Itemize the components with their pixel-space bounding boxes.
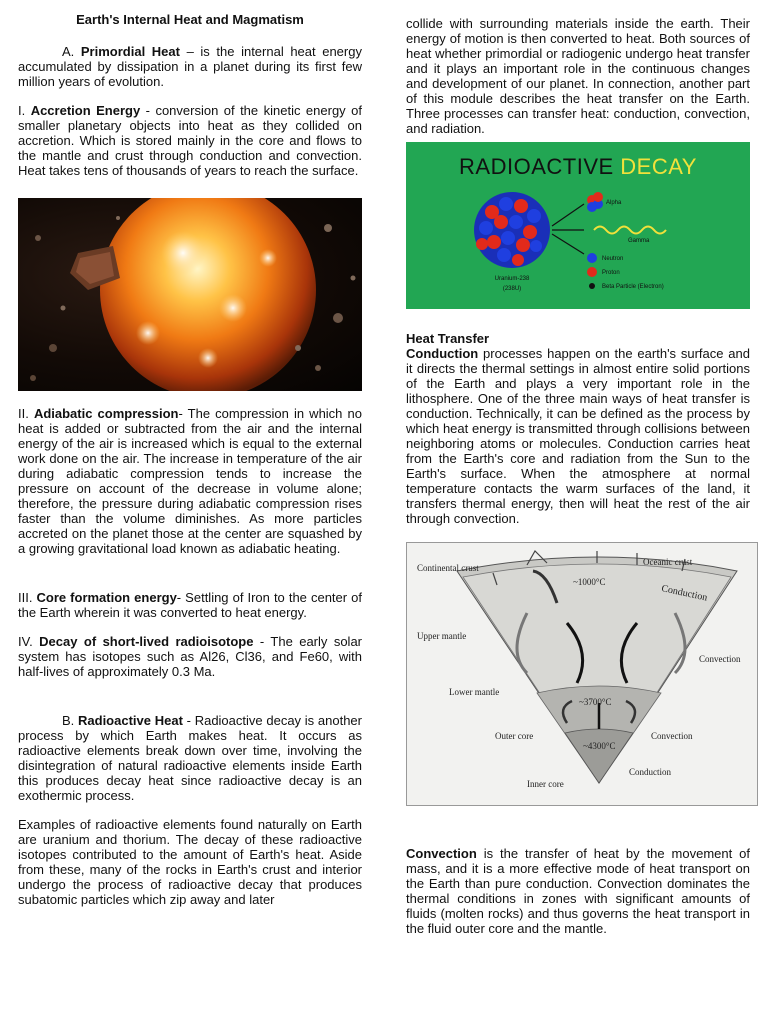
document-title: Earth's Internal Heat and Magmatism <box>76 12 304 27</box>
outer-core-label: Outer core <box>495 731 534 741</box>
convection-core-label: Convection <box>651 731 693 741</box>
core-formation-term: Core formation energy <box>36 590 177 605</box>
outer-core-temperature-label: ~3700°C <box>579 697 612 707</box>
inner-core-temperature-label: ~4300°C <box>583 741 616 751</box>
earth-layers-diagram <box>406 542 758 806</box>
radioactive-decay-image <box>406 142 750 309</box>
accretion-planet-image <box>18 198 362 391</box>
left-column <box>18 12 362 907</box>
lower-mantle-label: Lower mantle <box>449 687 500 697</box>
conduction-term: Conduction <box>406 346 479 361</box>
uranium-label: Uranium-238 <box>494 276 530 282</box>
conduction-paragraph: Conduction processes happen on the earth's surface and it directs the thermal settings in almost entire solid portions of the Earth and plays a very important role in the lithosphere. One of the three main ways of heat transfer is conduction. Technically, it can be defined as the process by which heat energy is transmitted through collisions between neighboring atoms or molecules. Conduction carries heat from the Earth's core and radiation from the Sun to the Earth's surface. When the atmosphere at normal temperature contacts the warm surfaces of the land, it transfers thermal energy, then will heat the rest of the air through convection. <box>406 346 750 526</box>
decay-diagram <box>406 142 750 309</box>
adiabatic-compression-paragraph: II. Adiabatic compression- The compression in which no heat is added or subtracted from the air and the internal energy of the air is increased which is equal to the external work done on the air. The increase in temperature of the air during adiabatic compression tends to increase the pressure on account of the decrease in volume alone; therefore, the pressure during adiabatic compression rises faster than the volume diminishes. As more particles accreted on the planet those at the center are squashed by a growing gravitational load known as adiabatic heating. <box>18 406 362 556</box>
accretion-energy-paragraph: I. Accretion Energy - conversion of the kinetic energy of smaller planetary objects into heat as they collided on accretion. Which is stored mainly in the core and flows to the mantle and crust through conduction and convection. Heat takes tens of thousands of years to reach the surface. <box>18 103 362 178</box>
beta-label: Beta Particle (Electron) <box>602 284 664 290</box>
radioisotope-term: Decay of short-lived radioisotope <box>39 634 254 649</box>
radioisotope-paragraph: IV. Decay of short-lived radioisotope - The early solar system has isotopes such as Al26, Cl36, and Fe60, with half-lives of approximately 0.3 Ma. <box>18 634 362 679</box>
proton-label: Proton <box>602 270 620 276</box>
gamma-label: Gamma <box>628 238 650 244</box>
heat-sources-paragraph: collide with surrounding materials inside the earth. Their energy of motion is then converted to heat. Both sources of heat whether primordial or radiogenic undergo heat transfer and it plays an important role in the continuous changes and development of our planet. In connection, another part of this module describes the heat transfer on the Earth. Three processes can transfer heat: conduction, convection, and radiation. <box>406 16 750 136</box>
earth-wedge-illustration <box>407 543 757 805</box>
crust-temperature-label: ~1000°C <box>573 577 606 587</box>
planet-illustration <box>18 198 362 391</box>
inner-core-label: Inner core <box>527 779 564 789</box>
convection-paragraph: Convection is the transfer of heat by the movement of mass, and it is a more effective mode of heat transport on the Earth than pure conduction. Convection dominates the thermal conditions in zones with significant amounts of fluids (molten rocks) and thus governs the heat transport in the fluid outer core and the mantle. <box>406 846 750 936</box>
uranium-symbol: (238U) <box>502 286 522 292</box>
continental-crust-label: Continental crust <box>417 563 479 573</box>
alpha-label: Alpha <box>606 200 622 206</box>
adiabatic-compression-term: Adiabatic compression <box>33 406 179 421</box>
convection-term: Convection <box>406 846 477 861</box>
primordial-heat-paragraph: A. Primordial Heat – is the internal heat energy accumulated by dissipation in a planet during its first few million years of evolution. <box>18 44 362 89</box>
radioactive-heat-paragraph: B. Radioactive Heat - Radioactive decay is another process by which Earth makes heat. It occurs as radioactive elements break down over time, involving the disintegration of natural radioactive elements inside Earth this produces decay heat since radioactive decay is an exothermic process. <box>18 713 362 803</box>
heat-transfer-heading: Heat Transfer <box>406 331 490 346</box>
radioactive-heat-term: Radioactive Heat <box>78 713 183 728</box>
oceanic-crust-label: Oceanic crust <box>643 557 693 567</box>
conduction-top-label: Conduction <box>660 583 709 604</box>
right-column <box>406 16 750 936</box>
primordial-heat-term: Primordial Heat <box>80 44 180 59</box>
upper-mantle-label: Upper mantle <box>417 631 467 641</box>
conduction-core-label: Conduction <box>629 767 671 777</box>
decay-image-title: RADIOACTIVE DECAY <box>459 154 697 179</box>
convection-mantle-label: Convection <box>699 654 741 664</box>
neutron-label: Neutron <box>602 256 624 262</box>
core-formation-paragraph: III. Core formation energy- Settling of Iron to the center of the Earth wherein it was converted to heat energy. <box>18 590 362 620</box>
radioactive-examples-paragraph: Examples of radioactive elements found naturally on Earth are uranium and thorium. The decay of these radioactive isotopes contributed to the amount of Earth's heat. Aside from these, many of the rocks in Earth's crust and interior undergo the process of radioactive decay that produces subatomic particles which zip away and later <box>18 817 362 907</box>
accretion-energy-term: Accretion Energy <box>30 103 141 118</box>
